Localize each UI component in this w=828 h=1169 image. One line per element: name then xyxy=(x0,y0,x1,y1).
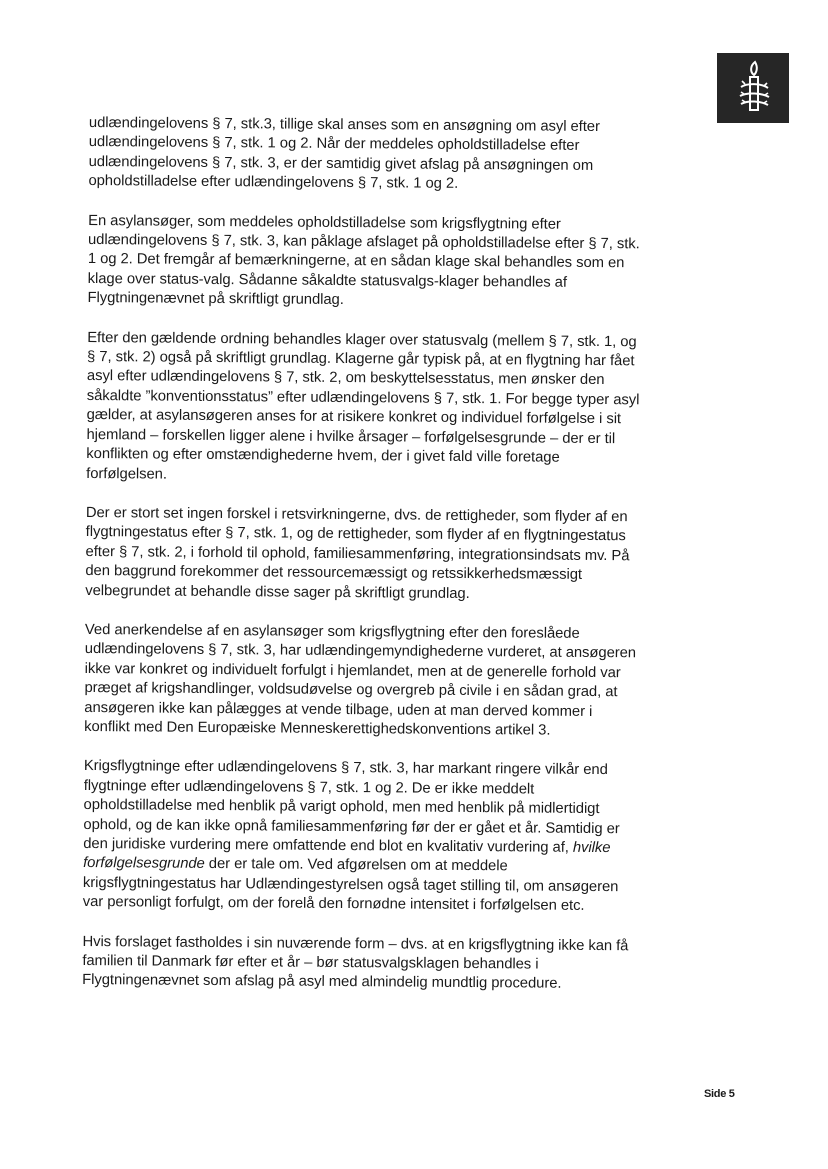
paragraph-1 xyxy=(88,114,645,196)
paragraph-4-text: Der er stort set ingen forskel i retsvirkningerne, dvs. de rettigheder, som flyder af en flygtningestatus efter § 7, stk. 1, og de rettigheder, som flyder af en flygtningestatus efter § 7, stk. 2, i forhold til ophold, familiesammenføring, integrationsindsats mv. På den baggrund forekommer det ressourcemæssigt og retssikkerhedsmæssigt velbegrundet at behandle disse sager på skriftligt grundlag. xyxy=(85,504,630,602)
paragraph-7 xyxy=(82,933,638,996)
paragraph-6 xyxy=(83,757,640,917)
amnesty-logo xyxy=(717,53,789,123)
paragraph-2 xyxy=(87,212,644,313)
paragraph-1-text: udlændingelovens § 7, stk.3, tillige skal anses som en ansøgning om asyl efter udlændingelovens § 7, stk. 1 og 2. Når der meddeles opholdstilladelse efter udlændingelovens § 7, stk. 3, er der samtidig givet afslag på ansøgningen om opholdstilladelse efter udlændingelovens § 7, stk. 1 og 2. xyxy=(88,114,600,193)
paragraph-5-text: Ved anerkendelse af en asylansøger som krigsflygtning efter den foreslåede udlændingelovens § 7, stk. 3, har udlændingemyndighederne vurderet, at ansøgeren ikke var konkret og individuelt forfulgt i hjemlandet, men at de generelle forhold var præget af krigshandlinger, voldsudøvelse og overgreb på civile i en sådan grad, at ansøgeren ikke kan pålægges at vende tilbage, uden at man derved kommer i konflikt med Den Europæiske Menneskerettighedskonventions artikel 3. xyxy=(84,621,637,739)
paragraph-7-text: Hvis forslaget fastholdes i sin nuværende form – dvs. at en krigsflygtning ikke kan få familien til Danmark før efter et år – bør statusvalgsklagen behandles i Flygtningenævnet som afslag på asyl med almindelig mundtlig procedure. xyxy=(82,933,629,993)
paragraph-6-text-end: der er tale om. Ved afgørelsen om at meddele krigsflygtningestatus har Udlændingestyrelsen også taget stilling til, om ansøgeren var personligt forfulgt, om der forelå den fornødne intensitet i forfølgelsen etc. xyxy=(82,856,619,915)
paragraph-3-text: Efter den gældende ordning behandles klager over statusvalg (mellem § 7, stk. 1, og § 7, stk. 2) også på skriftligt grundlag. Klagerne går typisk på, at en flygtning har fået asyl efter udlændingelovens § 7, stk. 2, om beskyttelsesstatus, men ønsker den såkaldte ”konventionsstatus” efter udlændingelovens § 7, stk. 1. For begge typer asyl gælder, at asylansøgeren anses for at risikere konkret og individuel forfølgelse i sit hjemland – forskellen ligger alene i hvilke årsager – forfølgelsesgrunde – der er til konflikten og efter omstændighederne hvem, der i givet fald ville foretage forfølgelsen. xyxy=(86,329,640,483)
paragraph-6-italic-text: hvilke forfølgelsesgrunde xyxy=(83,839,611,873)
page-number: Side 5 xyxy=(704,1088,735,1100)
candle-in-barbed-wire-icon xyxy=(717,53,789,123)
paragraph-2-text: En asylansøger, som meddeles opholdstilladelse som krigsflygtning efter udlændingelovens § 7, stk. 3, kan påklage afslaget på opholdstilladelse efter § 7, stk. 1 og 2. Det fremgår af bemærkningerne, at en sådan klage skal behandles som en klage over status-valg. Sådanne såkaldte statusvalgs-klager behandles af Flygtningenævnet på skriftligt grundlag. xyxy=(87,212,640,309)
paragraph-6-text: Krigsflygtninge efter udlændingelovens § 7, stk. 3, har markant ringere vilkår end flygtninge efter udlændingelovens § 7, stk. 1 og 2. De er ikke meddelt opholdstilladelse med henblik på varigt ophold, men med henblik på midlertidigt ophold, og de kan ikke opnå familiesammenføring før der er gået et år. Samtidig er den juridiske vurdering mere omfattende end blot en kvalitativ vurdering af, xyxy=(83,758,620,856)
paragraph-4 xyxy=(85,504,642,605)
paragraph-5 xyxy=(84,621,641,742)
document-body xyxy=(82,114,645,1015)
paragraph-3 xyxy=(86,329,643,489)
